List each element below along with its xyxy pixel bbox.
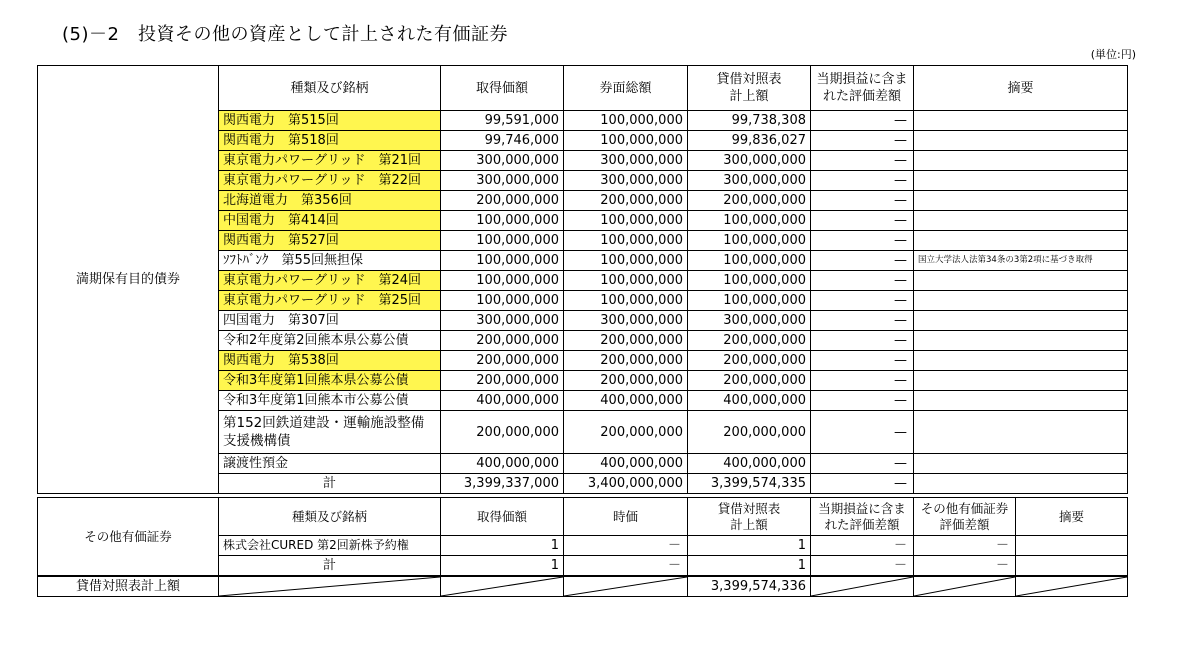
other-header-note: 摘要	[1016, 498, 1128, 536]
cost-cell: 300,000,000	[441, 151, 564, 171]
note-cell	[914, 211, 1128, 231]
diff-cell: —	[811, 231, 914, 251]
security-name: 東京電力パワーグリッド 第22回	[219, 171, 441, 191]
book-cell: 100,000,000	[688, 291, 811, 311]
diff-cell: －	[811, 536, 914, 556]
grand-total-row	[38, 576, 1128, 597]
diff-cell: —	[811, 271, 914, 291]
diagonal-slash-icon	[1016, 577, 1127, 596]
note-cell	[914, 191, 1128, 211]
grand-total-book: 3,399,574,336	[688, 576, 811, 597]
other-header-diff: 当期損益に含まれた評価差額	[811, 498, 914, 536]
diff-cell: —	[811, 331, 914, 351]
page-title: (5)－2 投資その他の資産として計上された有価証券	[62, 24, 508, 45]
book-cell: 300,000,000	[688, 171, 811, 191]
face-cell: 200,000,000	[564, 371, 688, 391]
book-cell: 200,000,000	[688, 331, 811, 351]
face-cell: 200,000,000	[564, 351, 688, 371]
book-cell: 99,836,027	[688, 131, 811, 151]
cost-cell: 100,000,000	[441, 291, 564, 311]
total-diff: —	[811, 474, 914, 494]
diagonal-slash-icon	[219, 577, 440, 596]
securities-table	[37, 65, 1128, 597]
diagonal-slash-icon	[564, 577, 687, 596]
note-cell	[914, 311, 1128, 331]
cost-cell: 100,000,000	[441, 251, 564, 271]
cost-cell: 200,000,000	[441, 331, 564, 351]
note-cell	[914, 351, 1128, 371]
grand-total-other-slash	[914, 576, 1016, 597]
security-name: 関西電力 第518回	[219, 131, 441, 151]
face-cell: 200,000,000	[564, 331, 688, 351]
unit-label: (単位:円)	[1090, 48, 1136, 61]
cost-cell: 99,746,000	[441, 131, 564, 151]
face-cell: 100,000,000	[564, 111, 688, 131]
header-book: 貸借対照表 計上額	[688, 66, 811, 111]
other-total-book: 1	[688, 556, 811, 577]
face-cell: 100,000,000	[564, 251, 688, 271]
book-cell: 99,738,308	[688, 111, 811, 131]
grand-total-type-slash	[219, 576, 441, 597]
header-type: 種類及び銘柄	[219, 66, 441, 111]
diff-cell: —	[811, 311, 914, 331]
note-cell	[914, 411, 1128, 454]
book-cell: 200,000,000	[688, 351, 811, 371]
grand-total-note-slash	[1016, 576, 1128, 597]
security-name: 株式会社CURED 第2回新株予約権	[219, 536, 441, 556]
note-cell	[914, 231, 1128, 251]
other-total-other-diff: －	[914, 556, 1016, 577]
cost-cell: 100,000,000	[441, 211, 564, 231]
security-name: 東京電力パワーグリッド 第21回	[219, 151, 441, 171]
diff-cell: —	[811, 411, 914, 454]
diff-cell: —	[811, 151, 914, 171]
cost-cell: 100,000,000	[441, 271, 564, 291]
other-total-note	[1016, 556, 1128, 577]
other-header-type: 種類及び銘柄	[219, 498, 441, 536]
cost-cell: 200,000,000	[441, 411, 564, 454]
note-cell	[914, 391, 1128, 411]
book-cell: 400,000,000	[688, 454, 811, 474]
book-cell: 100,000,000	[688, 251, 811, 271]
face-cell: 400,000,000	[564, 391, 688, 411]
diagonal-slash-icon	[914, 577, 1015, 596]
security-name: 北海道電力 第356回	[219, 191, 441, 211]
other-header-row	[38, 498, 1128, 536]
security-name: ｿﾌﾄﾊﾞﾝｸ 第55回無担保	[219, 251, 441, 271]
face-cell: 100,000,000	[564, 271, 688, 291]
diff-cell: —	[811, 291, 914, 311]
cost-cell: 300,000,000	[441, 311, 564, 331]
diff-cell: —	[811, 391, 914, 411]
face-cell: 100,000,000	[564, 131, 688, 151]
note-cell	[914, 131, 1128, 151]
book-cell: 100,000,000	[688, 211, 811, 231]
face-cell: 100,000,000	[564, 211, 688, 231]
other-header-other-diff: その他有価証券評価差額	[914, 498, 1016, 536]
security-name: 関西電力 第538回	[219, 351, 441, 371]
cost-cell: 200,000,000	[441, 191, 564, 211]
market-cell: －	[564, 536, 688, 556]
book-cell: 300,000,000	[688, 151, 811, 171]
diff-cell: —	[811, 454, 914, 474]
note-cell	[914, 454, 1128, 474]
cost-cell: 200,000,000	[441, 371, 564, 391]
header-row	[38, 66, 1128, 111]
note-cell	[914, 151, 1128, 171]
cost-cell: 1	[441, 536, 564, 556]
face-cell: 100,000,000	[564, 291, 688, 311]
cost-cell: 100,000,000	[441, 231, 564, 251]
cost-cell: 99,591,000	[441, 111, 564, 131]
security-name: 令和2年度第2回熊本県公募公債	[219, 331, 441, 351]
security-name: 譲渡性預金	[219, 454, 441, 474]
grand-total-cost-slash	[441, 576, 564, 597]
other-header-cost: 取得価額	[441, 498, 564, 536]
other-total-diff: －	[811, 556, 914, 577]
security-name: 令和3年度第1回熊本県公募公債	[219, 371, 441, 391]
book-cell: 100,000,000	[688, 271, 811, 291]
note-cell	[914, 331, 1128, 351]
note-cell	[914, 291, 1128, 311]
header-note: 摘要	[914, 66, 1128, 111]
diff-cell: —	[811, 111, 914, 131]
face-cell: 300,000,000	[564, 171, 688, 191]
security-name: 東京電力パワーグリッド 第25回	[219, 291, 441, 311]
header-face: 券面総額	[564, 66, 688, 111]
other-total-cost: 1	[441, 556, 564, 577]
security-name: 関西電力 第515回	[219, 111, 441, 131]
note-cell	[914, 371, 1128, 391]
security-name: 中国電力 第414回	[219, 211, 441, 231]
cost-cell: 200,000,000	[441, 351, 564, 371]
other-header-book: 貸借対照表 計上額	[688, 498, 811, 536]
note-cell	[1016, 536, 1128, 556]
other-diff-cell: －	[914, 536, 1016, 556]
face-cell: 400,000,000	[564, 454, 688, 474]
total-label: 計	[219, 474, 441, 494]
note-cell	[914, 111, 1128, 131]
total-cost: 3,399,337,000	[441, 474, 564, 494]
security-name: 令和3年度第1回熊本市公募公債	[219, 391, 441, 411]
grand-total-label: 貸借対照表計上額	[38, 576, 219, 597]
book-cell: 400,000,000	[688, 391, 811, 411]
total-book: 3,399,574,335	[688, 474, 811, 494]
diff-cell: —	[811, 191, 914, 211]
cost-cell: 300,000,000	[441, 171, 564, 191]
category-held-to-maturity: 満期保有目的債券	[38, 66, 219, 494]
total-note	[914, 474, 1128, 494]
cost-cell: 400,000,000	[441, 391, 564, 411]
book-cell: 200,000,000	[688, 371, 811, 391]
security-name: 第152回鉄道建設・運輸施設整備支援機構債	[219, 411, 441, 454]
diff-cell: —	[811, 171, 914, 191]
diff-cell: —	[811, 131, 914, 151]
other-total-label: 計	[219, 556, 441, 577]
note-cell	[914, 171, 1128, 191]
book-cell: 100,000,000	[688, 231, 811, 251]
diff-cell: —	[811, 251, 914, 271]
face-cell: 100,000,000	[564, 231, 688, 251]
book-cell: 300,000,000	[688, 311, 811, 331]
book-cell: 1	[688, 536, 811, 556]
face-cell: 300,000,000	[564, 151, 688, 171]
other-header-market: 時価	[564, 498, 688, 536]
header-cost: 取得価額	[441, 66, 564, 111]
diff-cell: —	[811, 211, 914, 231]
category-other: その他有価証券	[38, 498, 219, 577]
security-name: 関西電力 第527回	[219, 231, 441, 251]
book-cell: 200,000,000	[688, 411, 811, 454]
note-cell	[914, 271, 1128, 291]
grand-total-diff-slash	[811, 576, 914, 597]
diagonal-slash-icon	[811, 577, 913, 596]
face-cell: 300,000,000	[564, 311, 688, 331]
face-cell: 200,000,000	[564, 411, 688, 454]
grand-total-face-slash	[564, 576, 688, 597]
note-cell: 国立大学法人法第34条の3第2項に基づき取得	[914, 251, 1128, 271]
other-total-market: －	[564, 556, 688, 577]
diagonal-slash-icon	[441, 577, 563, 596]
face-cell: 200,000,000	[564, 191, 688, 211]
diff-cell: —	[811, 351, 914, 371]
book-cell: 200,000,000	[688, 191, 811, 211]
security-name: 東京電力パワーグリッド 第24回	[219, 271, 441, 291]
header-diff: 当期損益に含まれた評価差額	[811, 66, 914, 111]
cost-cell: 400,000,000	[441, 454, 564, 474]
total-face: 3,400,000,000	[564, 474, 688, 494]
security-name: 四国電力 第307回	[219, 311, 441, 331]
diff-cell: —	[811, 371, 914, 391]
